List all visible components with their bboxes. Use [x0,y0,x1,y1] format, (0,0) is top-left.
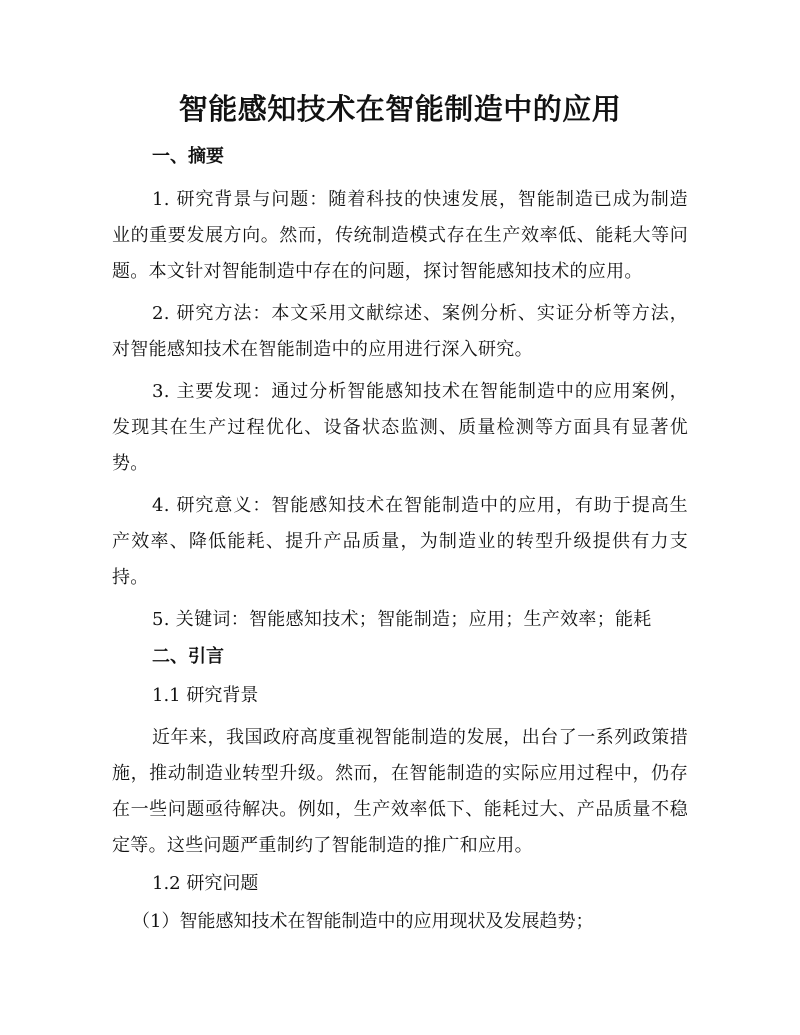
research-question-1: （1）智能感知技术在智能制造中的应用现状及发展趋势； [132,911,594,932]
document-title: 智能感知技术在智能制造中的应用 [178,92,622,126]
abstract-item-findings: 3. 主要发现：通过分析智能感知技术在智能制造中的应用案例，发现其在生产过程优化、设备状态监测、质量检测等方面具有显著优势。 [112,381,688,474]
abstract-item-background: 1. 研究背景与问题：随着科技的快速发展，智能制造已成为制造业的重要发展方向。然而，传统制造模式存在生产效率低、能耗大等问题。本文针对智能制造中存在的问题，探讨智能感知技术的应用。 [112,189,688,282]
abstract-item-significance: 4. 研究意义：智能感知技术在智能制造中的应用，有助于提高生产效率、降低能耗、提升产品质量，为制造业的转型升级提供有力支持。 [112,495,688,588]
intro-heading: 二、引言 [152,646,224,667]
section-text-background: 近年来，我国政府高度重视智能制造的发展，出台了一系列政策措施，推动制造业转型升级。然而，在智能制造的实际应用过程中，仍存在一些问题亟待解决。例如，生产效率低下、能耗过大、产品质量不稳定等。这些问题严重制约了智能制造的推广和应用。 [112,727,688,856]
abstract-heading: 一、摘要 [152,146,224,167]
section-title-research-questions: 1.2 研究问题 [152,873,259,894]
abstract-item-methods: 2. 研究方法：本文采用文献综述、案例分析、实证分析等方法，对智能感知技术在智能制造中的应用进行深入研究。 [112,303,688,360]
section-title-background: 1.1 研究背景 [152,685,259,706]
document-page [112,86,688,936]
abstract-item-keywords: 5. 关键词：智能感知技术；智能制造；应用；生产效率；能耗 [152,609,652,630]
